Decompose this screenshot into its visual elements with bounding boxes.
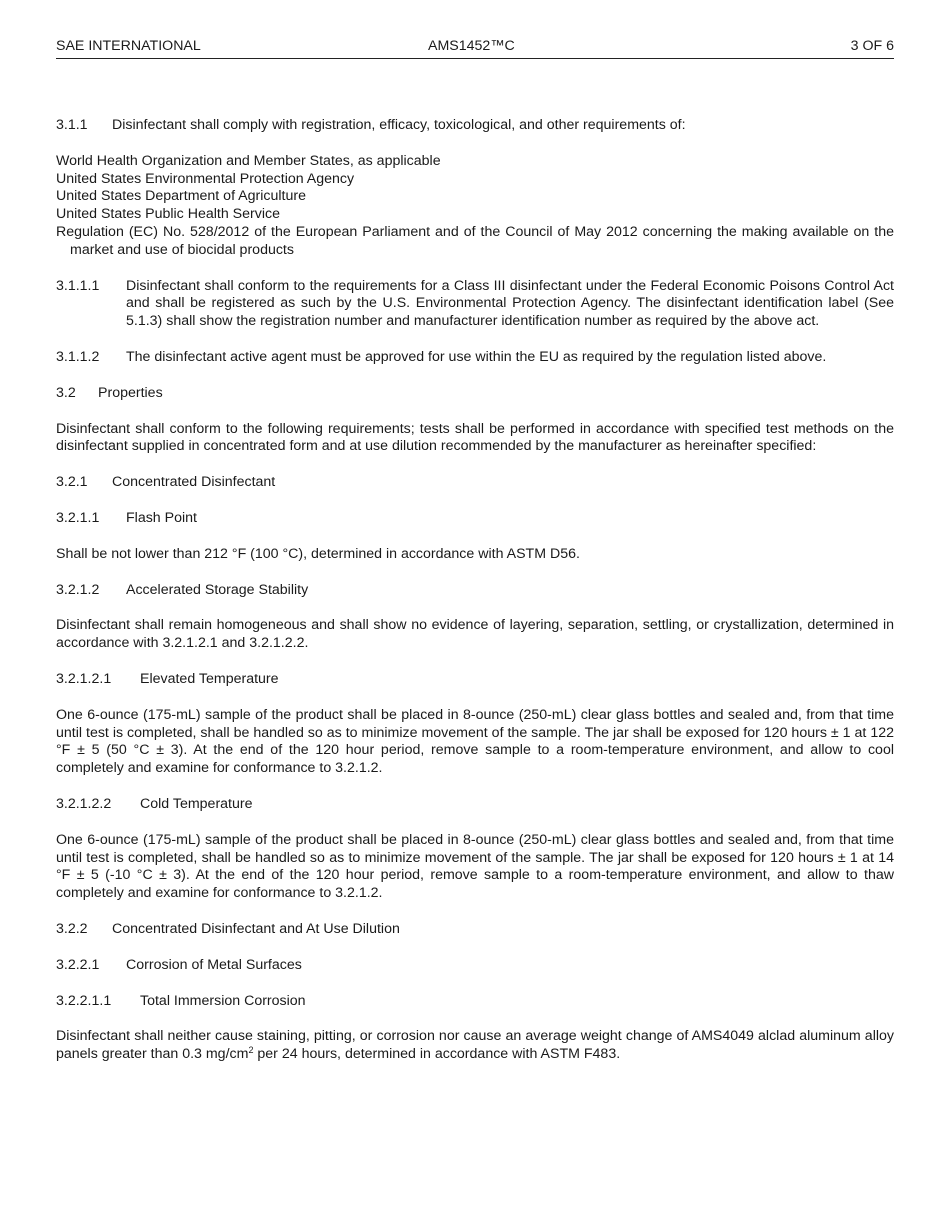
- text-tail: per 24 hours, determined in accordance with ASTM F483.: [253, 1046, 621, 1063]
- section-title: Cold Temperature: [140, 795, 253, 812]
- section-3-2-1-2-text: Disinfectant shall remain homogeneous and shall show no evidence of layering, separation, settling, or crystallization, determined in accordance with 3.2.1.2.1 and 3.2.1.2.2.: [56, 617, 894, 652]
- section-3-2-2-1-1-text: [56, 1028, 894, 1064]
- section-number: 3.2: [56, 384, 76, 401]
- section-number: 3.2.1: [56, 474, 88, 491]
- section-text: Disinfectant shall conform to the requirements for a Class III disinfectant under the Federal Economic Poisons Control Act and shall be registered as such by the U.S. Environmental Protection Agency. The disinfectant identification label (See 5.1.3) shall show the registration number and manufacturer identification number as required by the above act.: [126, 277, 894, 330]
- section-number: 3.2.1.1: [56, 509, 100, 526]
- section-title: Flash Point: [126, 509, 197, 526]
- section-number: 3.2.2.1: [56, 956, 100, 973]
- list-item: United States Public Health Service: [56, 206, 280, 223]
- section-3-1-1: [56, 117, 894, 135]
- section-3-2-heading: [56, 385, 894, 403]
- superscript: 2: [248, 1045, 254, 1056]
- section-3-2-1-1-heading: [56, 510, 894, 528]
- section-number: 3.2.1.2.1: [56, 670, 112, 687]
- section-number: 3.1.1.1: [56, 277, 100, 294]
- section-3-2-1-heading: [56, 474, 894, 492]
- section-3-2-1-2-1-text: One 6-ounce (175-mL) sample of the product shall be placed in 8-ounce (250-mL) clear glass bottles and sealed and, from that time until test is completed, shall be handled so as to minimize movement of the sample. The jar shall be exposed for 120 hours ± 1 at 122 °F ± 5 (50 °C ± 3). At the end of the 120 hour period, remove sample to a room-temperature environment, and allow to cool completely and examine for conformance to 3.2.1.2.: [56, 706, 894, 777]
- section-3-1-1-1: [56, 278, 894, 331]
- page-header: [56, 38, 894, 59]
- text-main: Disinfectant shall neither cause staining, pitting, or corrosion nor cause an average weight change of AMS4049 alclad aluminum alloy panels greater than 0.3 mg/cm: [56, 1028, 894, 1063]
- section-number: 3.2.1.2.2: [56, 795, 112, 812]
- section-title: Concentrated Disinfectant and At Use Dilution: [112, 920, 400, 937]
- list-item: United States Environmental Protection Agency: [56, 170, 355, 187]
- document-body: [56, 117, 894, 1082]
- header-document-id: AMS1452™C: [428, 38, 515, 54]
- section-title: Accelerated Storage Stability: [126, 581, 309, 598]
- section-title: Total Immersion Corrosion: [140, 992, 306, 1009]
- section-3-2-2-1-heading: [56, 957, 894, 975]
- section-3-2-1-2-2-heading: [56, 796, 894, 814]
- header-organization: SAE INTERNATIONAL: [56, 38, 201, 54]
- section-3-2-2-1-1-heading: [56, 993, 894, 1011]
- section-3-2-1-2-1-heading: [56, 671, 894, 689]
- list-item: World Health Organization and Member States, as applicable: [56, 152, 441, 169]
- list-item: United States Department of Agriculture: [56, 188, 306, 205]
- section-3-2-2-heading: [56, 921, 894, 939]
- section-number: 3.1.1.2: [56, 348, 100, 365]
- section-text: The disinfectant active agent must be approved for use within the EU as required by the regulation listed above.: [126, 348, 827, 365]
- section-title: Elevated Temperature: [140, 670, 279, 687]
- section-3-2-1-1-text: Shall be not lower than 212 °F (100 °C), determined in accordance with ASTM D56.: [56, 545, 580, 562]
- header-page-number: 3 OF 6: [850, 38, 894, 54]
- section-title: Properties: [98, 384, 163, 401]
- section-3-2-1-2-heading: [56, 582, 894, 600]
- section-title: Concentrated Disinfectant: [112, 474, 276, 491]
- section-number: 3.2.2.1.1: [56, 992, 112, 1009]
- section-3-1-1-2: [56, 349, 894, 367]
- agency-list: [56, 153, 894, 260]
- section-title: Corrosion of Metal Surfaces: [126, 956, 302, 973]
- section-number: 3.2.1.2: [56, 581, 100, 598]
- section-number: 3.2.2: [56, 920, 88, 937]
- list-item-regulation: Regulation (EC) No. 528/2012 of the European Parliament and of the Council of May 2012 concerning the making available on the market and use of biocidal products: [56, 223, 894, 258]
- section-3-2-1-2-2-text: One 6-ounce (175-mL) sample of the product shall be placed in 8-ounce (250-mL) clear glass bottles and sealed and, from that time until test is completed, shall be handled so as to minimize movement of the sample. The jar shall be exposed for 120 hours ± 1 at 14 °F ± 5 (-10 °C ± 3). At the end of the 120 hour period, remove sample to a room-temperature environment, and allow to thaw completely and examine for conformance to 3.2.1.2.: [56, 831, 894, 902]
- section-3-2-text: Disinfectant shall conform to the following requirements; tests shall be performed in accordance with specified test methods on the disinfectant supplied in concentrated form and at use dilution recommended by the manufacturer as hereinafter specified:: [56, 420, 894, 455]
- section-number: 3.1.1: [56, 117, 88, 133]
- section-text: Disinfectant shall comply with registration, efficacy, toxicological, and other requirements of:: [112, 117, 686, 133]
